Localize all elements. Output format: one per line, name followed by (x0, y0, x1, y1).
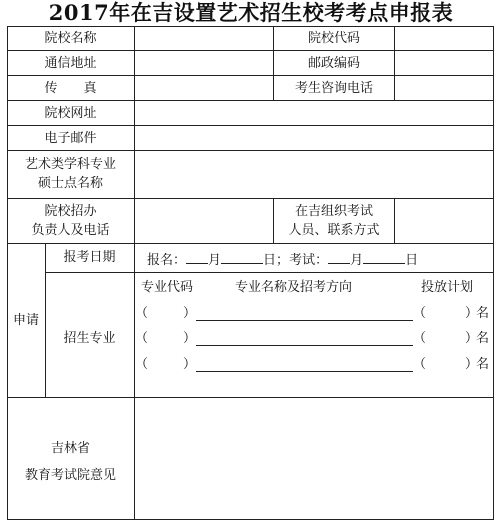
label-major: 招生专业 (63, 331, 116, 346)
label-master-programs-line1: 艺术类学科专业 (24, 157, 116, 172)
label-opinion-line2: 教育考试院意见 (24, 468, 116, 483)
label-school-code: 院校代码 (307, 31, 360, 46)
major-row-2-code-close: ） (183, 331, 197, 346)
consult-phone-field[interactable] (395, 76, 493, 100)
label-exam-date: 报考日期 (63, 250, 116, 265)
postal-code-field[interactable] (395, 51, 493, 75)
label-consult-phone: 考生咨询电话 (294, 81, 373, 96)
major-row-2-plan-field[interactable] (429, 329, 467, 347)
major-row-1-plan-open: （ (413, 306, 427, 321)
major-row-3-plan-close: ） (465, 357, 479, 372)
master-programs-field[interactable] (135, 151, 493, 198)
major-row-1-plan-field[interactable] (429, 304, 467, 322)
date-separator: ； (276, 253, 290, 268)
registration-day-unit: 日 (263, 253, 277, 268)
opinion-field[interactable] (135, 398, 493, 519)
label-admissions-contact-line1: 院校招办 (44, 204, 97, 219)
major-row-2-plan-open: （ (413, 331, 427, 346)
registration-day-blank[interactable] (221, 249, 263, 264)
exam-month-unit: 月 (350, 253, 364, 268)
exam-label: 考试： (289, 253, 329, 268)
registration-label: 报名： (147, 253, 187, 268)
website-field[interactable] (135, 101, 493, 125)
col-header-name: 专业名称及招考方向 (235, 280, 353, 295)
exam-month-blank[interactable] (328, 249, 350, 264)
label-admissions-contact-line2: 负责人及电话 (31, 223, 110, 238)
label-opinion-line1: 吉林省 (50, 441, 90, 456)
school-name-field[interactable] (135, 27, 273, 50)
label-exam-org-line1: 在吉组织考试 (294, 204, 373, 219)
major-row-2-name-field[interactable] (196, 329, 413, 346)
col-header-plan: 投放计划 (421, 280, 474, 295)
major-row-1-name-field[interactable] (196, 304, 413, 321)
label-postal-code: 邮政编码 (307, 56, 360, 71)
col-line-date (134, 243, 135, 272)
label-address: 通信地址 (44, 56, 97, 71)
application-form-table (7, 26, 494, 520)
major-row-2-code-field[interactable] (151, 329, 185, 347)
exam-org-contact-field[interactable] (395, 199, 493, 243)
major-row-3-plan-open: （ (413, 357, 427, 372)
label-apply: 申请 (12, 313, 39, 328)
major-row-1-code-close: ） (183, 306, 197, 321)
major-row-3-code-close: ） (183, 357, 197, 372)
row-line-7 (7, 243, 494, 244)
label-website: 院校网址 (44, 106, 97, 121)
major-row-2-unit: 名 (476, 331, 490, 346)
major-row-3-name-field[interactable] (196, 355, 413, 372)
major-row-3-code-open: （ (135, 357, 149, 372)
major-row-1-unit: 名 (476, 306, 490, 321)
label-email: 电子邮件 (44, 131, 97, 146)
registration-month-unit: 月 (208, 253, 222, 268)
major-row-3-code-field[interactable] (151, 355, 185, 373)
label-exam-org-line2: 人员、联系方式 (288, 223, 380, 238)
label-master-programs-line2: 硕士点名称 (37, 176, 103, 191)
admissions-contact-field[interactable] (135, 199, 273, 243)
major-row-1-plan-close: ） (465, 306, 479, 321)
major-row-3-plan-field[interactable] (429, 355, 467, 373)
registration-month-blank[interactable] (186, 249, 208, 264)
col-line-apply (45, 243, 46, 397)
email-field[interactable] (135, 126, 493, 150)
address-field[interactable] (135, 51, 273, 75)
label-fax: 传 真 (44, 81, 97, 96)
major-row-1-code-open: （ (135, 306, 149, 321)
date-line (147, 249, 418, 269)
school-code-field[interactable] (395, 27, 493, 50)
border-bottom (7, 519, 494, 520)
row-line-8 (45, 272, 494, 273)
col-header-code: 专业代码 (141, 280, 194, 295)
form-title: 2017年在吉设置艺术招生校考考点申报表 (48, 0, 454, 25)
exam-day-unit: 日 (405, 253, 419, 268)
major-row-2-plan-close: ） (465, 331, 479, 346)
fax-field[interactable] (135, 76, 273, 100)
major-row-1-code-field[interactable] (151, 304, 185, 322)
label-school-name: 院校名称 (44, 31, 97, 46)
exam-day-blank[interactable] (363, 249, 405, 264)
major-row-3-unit: 名 (476, 357, 490, 372)
major-row-2-code-open: （ (135, 331, 149, 346)
